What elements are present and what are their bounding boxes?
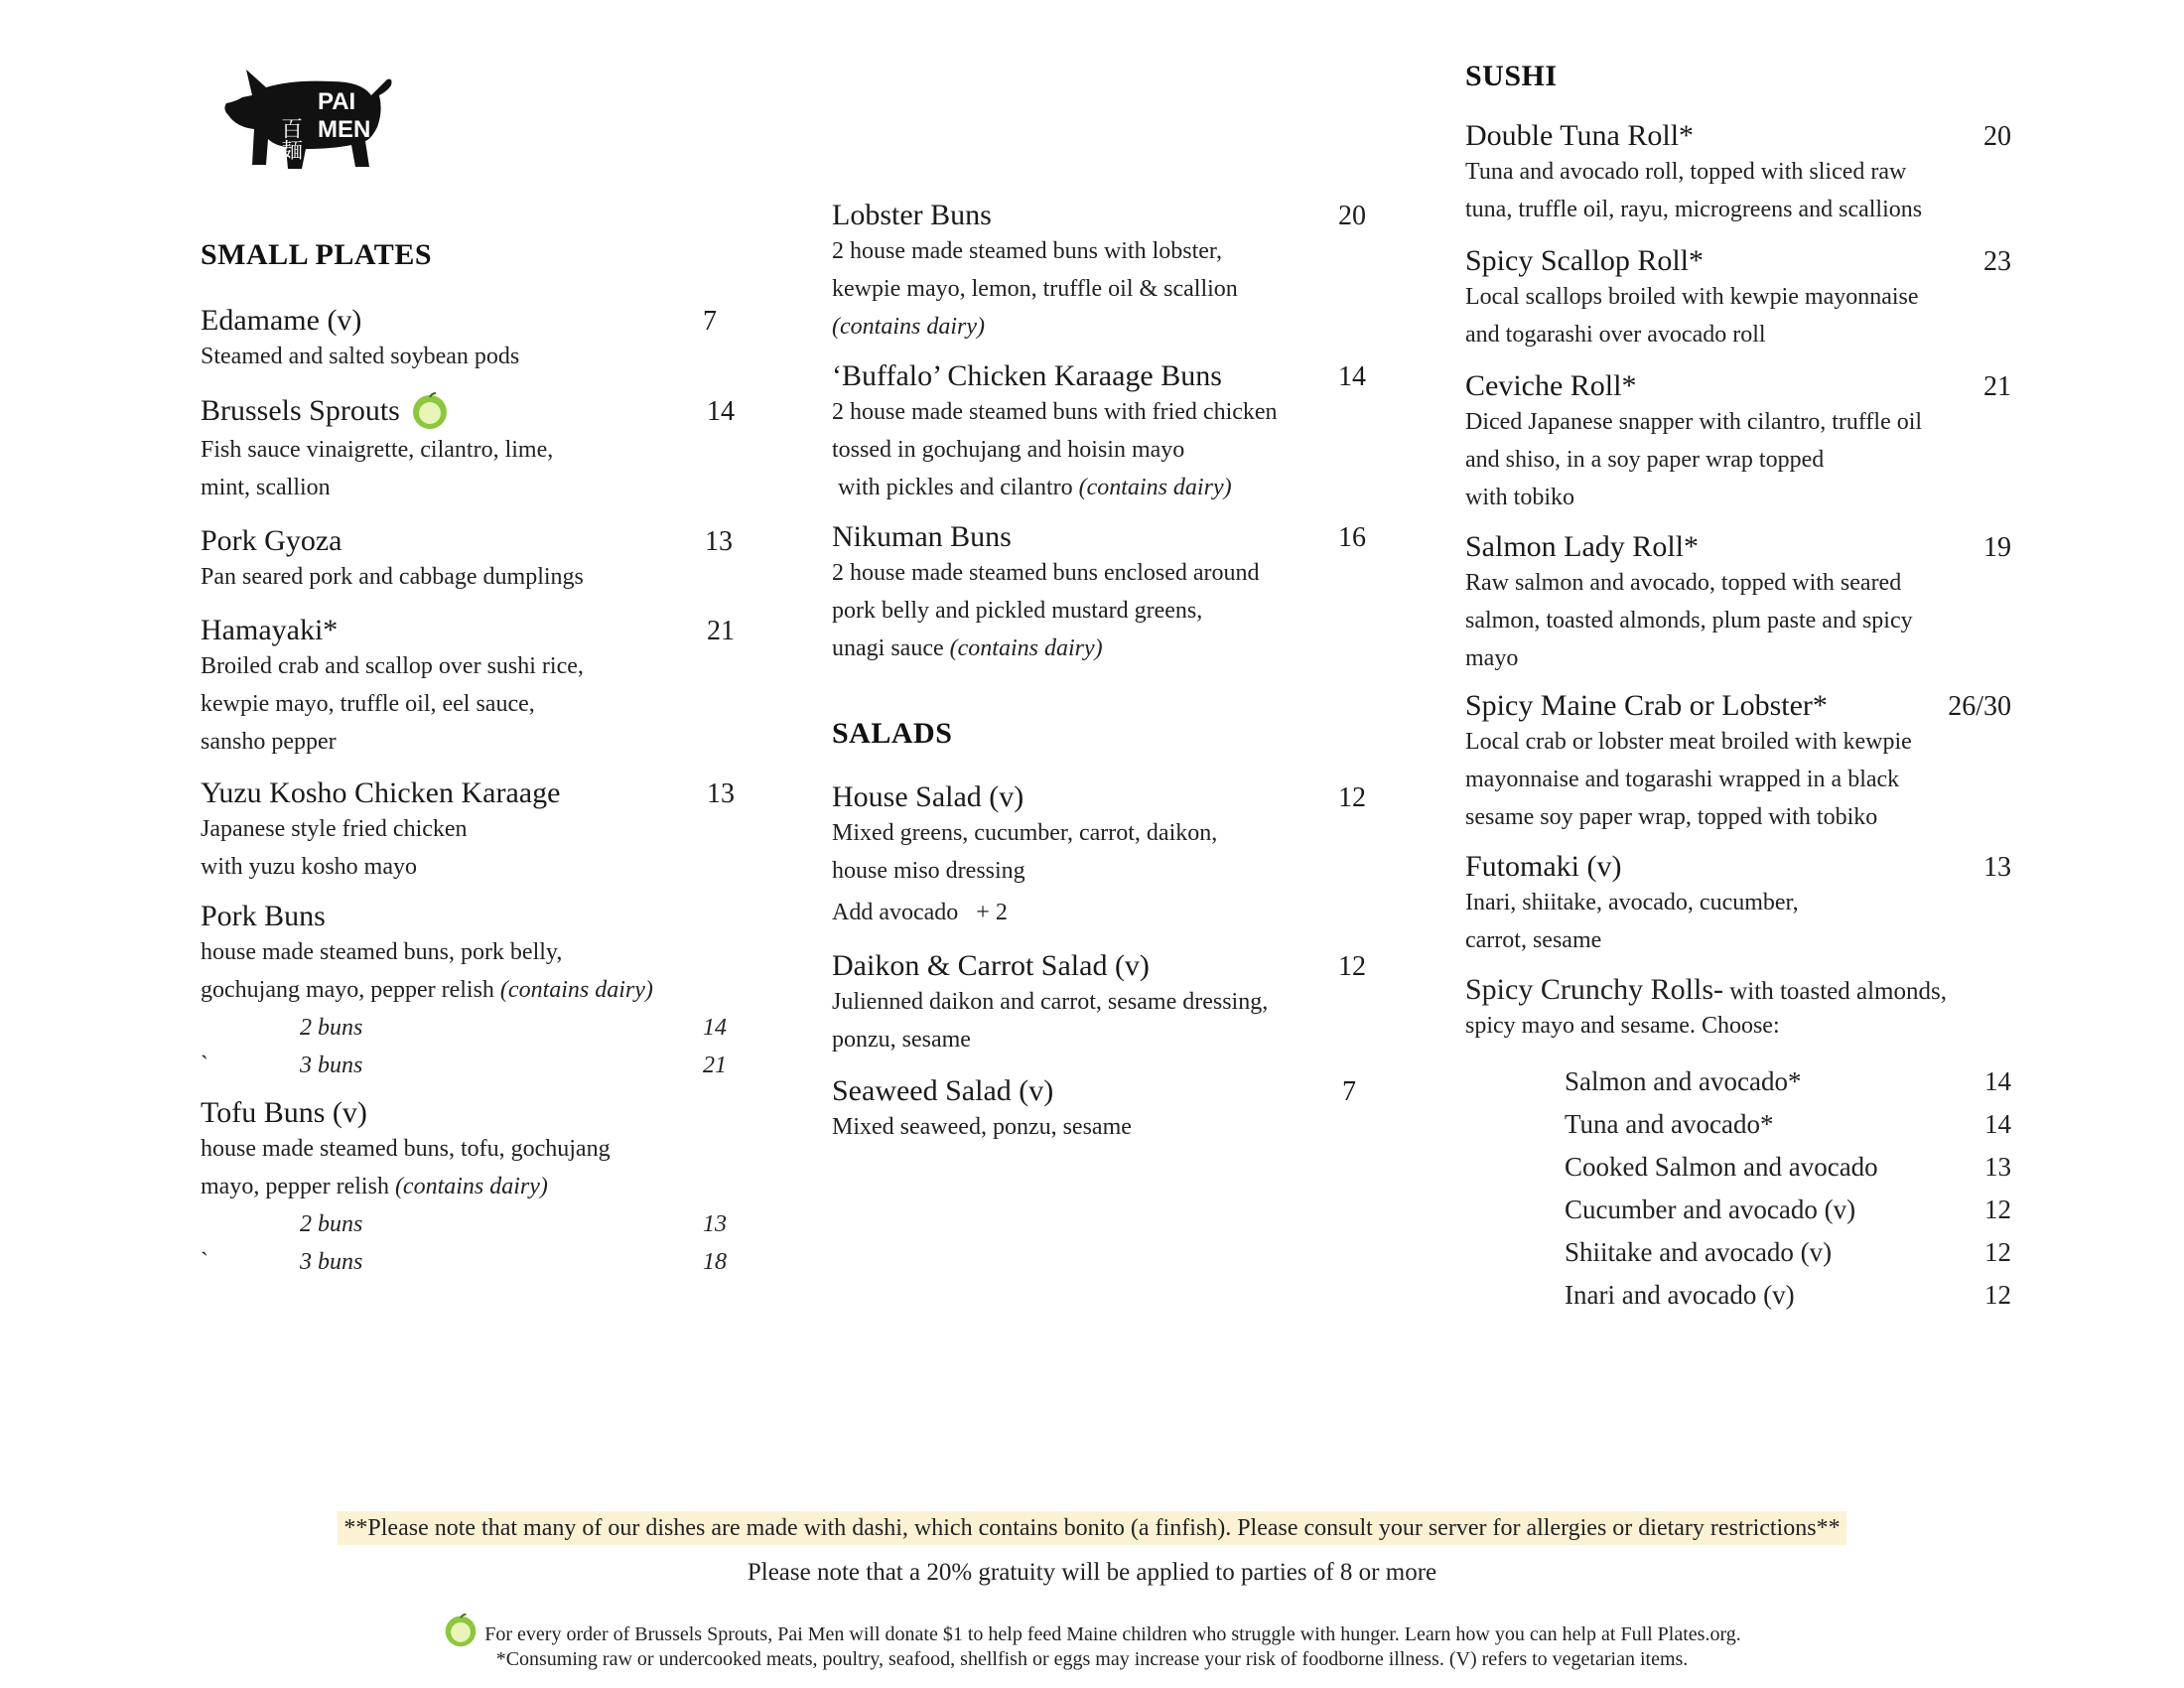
choice-label: Shiitake and avocado (v) — [1565, 1237, 1833, 1267]
item-description-line: Japanese style fried chicken — [201, 816, 468, 842]
option-row — [201, 1243, 737, 1281]
item-description-line: salmon, toasted almonds, plum paste and spicy — [1465, 608, 1913, 633]
item-description-line: Diced Japanese snapper with cilantro, truffle oil — [1465, 409, 1923, 435]
item-price: 21 — [707, 616, 735, 646]
option-price: 13 — [703, 1211, 727, 1237]
roll-choice — [1465, 1274, 2011, 1317]
menu-item-lobster-buns — [832, 199, 1368, 346]
roll-choice — [1465, 1231, 2011, 1274]
stray-tick-mark: ` — [201, 1053, 208, 1078]
contains-dairy-note: (contains dairy) — [832, 314, 985, 340]
item-price: 16 — [1338, 522, 1366, 553]
menu-item-seaweed-salad — [832, 1074, 1368, 1146]
item-description-line: with yuzu kosho mayo — [201, 854, 417, 880]
item-description: spicy mayo and sesame. Choose: — [1465, 1013, 1780, 1039]
buns-salads-column — [832, 199, 1368, 1146]
item-description-line: mayonnaise and togarashi wrapped in a black — [1465, 767, 1900, 792]
item-description-line: mayo — [1465, 645, 1519, 671]
small-plates-heading: SMALL PLATES — [201, 238, 433, 271]
item-description-line: with pickles and cilantro — [832, 475, 1079, 500]
item-description-line: tuna, truffle oil, rayu, microgreens and scallions — [1465, 197, 1923, 222]
contains-dairy-note: (contains dairy) — [949, 635, 1103, 661]
roll-choice — [1465, 1103, 2011, 1146]
item-name: Pork Gyoza — [201, 524, 342, 557]
roll-choice — [1465, 1146, 2011, 1189]
menu-item-double-tuna-roll — [1465, 119, 2011, 228]
item-name: Ceviche Roll* — [1465, 369, 1637, 402]
roll-choice — [1465, 1189, 2011, 1231]
roll-choice — [1465, 1060, 2011, 1103]
item-price: 23 — [1983, 246, 2011, 277]
menu-item-daikon-carrot-salad — [832, 949, 1368, 1058]
item-name: ‘Buffalo’ Chicken Karaage Buns — [832, 359, 1222, 392]
menu-item-salmon-lady-roll — [1465, 530, 2011, 677]
choice-price: 13 — [1984, 1152, 2011, 1182]
item-price: 13 — [705, 526, 733, 557]
roll-choices-list — [1465, 1060, 2011, 1317]
logo-cjk-text: 百麺 — [277, 117, 303, 161]
menu-item-spicy-scallop-roll — [1465, 244, 2011, 353]
item-name: Edamame (v) — [201, 304, 362, 337]
menu-item-pork-buns — [201, 900, 737, 1084]
menu-item-brussels-sprouts — [201, 391, 737, 506]
item-description-line: Local scallops broiled with kewpie mayonnaise — [1465, 284, 1919, 310]
option-price: 14 — [703, 1015, 727, 1041]
logo-pai-text: PAI — [318, 88, 356, 115]
choice-label: Salmon and avocado* — [1565, 1066, 1802, 1096]
contains-dairy-note: (contains dairy) — [1078, 475, 1232, 500]
item-description-line: pork belly and pickled mustard greens, — [832, 598, 1203, 624]
item-price: 26/30 — [1948, 691, 2011, 722]
item-description-line: ponzu, sesame — [832, 1027, 971, 1053]
menu-item-house-salad — [832, 780, 1368, 931]
raw-food-warning: *Consuming raw or undercooked meats, poultry, seafood, shellfish or eggs may increase your risk of foodborne illness. (V) refers to vegetarian items. — [495, 1648, 1689, 1670]
item-name: Nikuman Buns — [832, 520, 1012, 553]
item-description-line: kewpie mayo, truffle oil, eel sauce, — [201, 691, 535, 717]
option-price: 21 — [703, 1053, 727, 1078]
item-price: 7 — [703, 306, 717, 337]
item-price: 21 — [1983, 371, 2011, 402]
contains-dairy-note: (contains dairy) — [499, 977, 653, 1003]
salads-heading: SALADS — [832, 717, 953, 750]
item-price: 13 — [1983, 852, 2011, 883]
sushi-column — [1465, 60, 2011, 1317]
choice-price: 12 — [1984, 1280, 2011, 1310]
menu-item-pork-gyoza — [201, 524, 737, 596]
dashi-note-text: **Please note that many of our dishes are made with dashi, which contains bonito (a finfish). Please consult your server for allergies or dietary restrictions** — [338, 1511, 1845, 1545]
menu-item-yuzu-kosho-karaage — [201, 776, 737, 886]
item-description-line: with tobiko — [1465, 485, 1575, 510]
item-name: Brussels Sprouts — [201, 394, 400, 427]
item-name: Pork Buns — [201, 900, 326, 932]
menu-item-spicy-crunchy-rolls — [1465, 973, 2011, 1317]
donation-note-text: For every order of Brussels Sprouts, Pai Men will donate $1 to help feed Maine children who struggle with hunger. Learn how you can help at Full Plates.org. — [484, 1623, 1741, 1645]
option-row — [201, 1009, 737, 1047]
item-description-line: mayo, pepper relish — [201, 1174, 395, 1199]
choice-label: Tuna and avocado* — [1565, 1109, 1774, 1139]
item-price: 19 — [1983, 532, 2011, 563]
item-name-tail: with toasted almonds, — [1723, 978, 1947, 1005]
choice-label: Inari and avocado (v) — [1565, 1280, 1795, 1310]
menu-item-futomaki — [1465, 850, 2011, 959]
item-name: Spicy Crunchy Rolls- — [1465, 973, 1723, 1006]
logo-men-text: MEN — [318, 116, 371, 143]
apple-icon — [410, 391, 450, 431]
item-description: Mixed seaweed, ponzu, sesame — [832, 1114, 1132, 1140]
option-label: 3 buns — [300, 1053, 363, 1078]
choice-label: Cucumber and avocado (v) — [1565, 1195, 1856, 1224]
item-description-line: Inari, shiitake, avocado, cucumber, — [1465, 890, 1799, 915]
item-description-line: sansho pepper — [201, 729, 337, 755]
item-description-line: sesame soy paper wrap, topped with tobiko — [1465, 804, 1878, 830]
item-price: 14 — [1338, 361, 1366, 392]
item-name: Futomaki (v) — [1465, 850, 1622, 883]
item-name: Salmon Lady Roll* — [1465, 530, 1699, 563]
option-row — [201, 1205, 737, 1243]
item-name: Double Tuna Roll* — [1465, 119, 1695, 152]
item-price: 20 — [1338, 201, 1366, 231]
item-description-line: gochujang mayo, pepper relish — [201, 977, 500, 1003]
item-description-line: Mixed greens, cucumber, carrot, daikon, — [832, 820, 1218, 846]
item-description-line: Fish sauce vinaigrette, cilantro, lime, — [201, 437, 554, 463]
stray-tick-mark: ` — [201, 1249, 208, 1275]
item-description-line: house miso dressing — [832, 858, 1025, 884]
donation-note — [0, 1613, 2184, 1648]
item-name: Spicy Scallop Roll* — [1465, 244, 1704, 277]
option-price: 18 — [703, 1249, 727, 1275]
item-description-line: Broiled crab and scallop over sushi rice, — [201, 653, 584, 679]
item-name: Spicy Maine Crab or Lobster* — [1465, 689, 1828, 722]
item-name: Seaweed Salad (v) — [832, 1074, 1054, 1107]
item-price: 14 — [707, 396, 735, 427]
menu-item-hamayaki — [201, 614, 737, 761]
item-description-line: house made steamed buns, pork belly, — [201, 939, 563, 965]
item-description-line: Raw salmon and avocado, topped with seared — [1465, 570, 1902, 596]
choice-label: Cooked Salmon and avocado — [1565, 1152, 1878, 1182]
item-description-line: and togarashi over avocado roll — [1465, 322, 1766, 348]
item-description-line: kewpie mayo, lemon, truffle oil & scallion — [832, 276, 1238, 302]
dashi-allergy-note — [0, 1515, 2184, 1542]
item-price: 20 — [1983, 121, 2011, 152]
item-name: Hamayaki* — [201, 614, 339, 646]
item-description-line: unagi sauce — [832, 635, 950, 661]
item-price: 12 — [1338, 951, 1366, 982]
item-description-line: and shiso, in a soy paper wrap topped — [1465, 447, 1825, 473]
item-description-line: Tuna and avocado roll, topped with sliced raw — [1465, 159, 1907, 185]
menu-item-spicy-maine-crab-lobster — [1465, 689, 2011, 836]
item-name: Lobster Buns — [832, 199, 992, 231]
menu-item-edamame — [201, 304, 737, 375]
item-description-line: 2 house made steamed buns with fried chicken — [832, 399, 1278, 425]
item-price: 13 — [707, 778, 735, 809]
apple-icon — [443, 1613, 478, 1648]
item-description-line: Julienned daikon and carrot, sesame dressing, — [832, 989, 1269, 1015]
option-label: 2 buns — [300, 1211, 363, 1237]
item-name: House Salad (v) — [832, 780, 1024, 813]
item-description-line: 2 house made steamed buns enclosed around — [832, 560, 1260, 586]
item-description-line: 2 house made steamed buns with lobster, — [832, 238, 1222, 264]
small-plates-column — [201, 238, 737, 1281]
contains-dairy-note: (contains dairy) — [394, 1174, 548, 1199]
item-description-line: Local crab or lobster meat broiled with kewpie — [1465, 729, 1912, 755]
item-description-line: house made steamed buns, tofu, gochujang — [201, 1136, 611, 1162]
choice-price: 12 — [1984, 1237, 2011, 1267]
pai-men-pig-logo — [222, 66, 397, 173]
option-label: 2 buns — [300, 1015, 363, 1041]
option-row — [201, 1047, 737, 1084]
choice-price: 14 — [1984, 1066, 2011, 1096]
gratuity-note: Please note that a 20% gratuity will be applied to parties of 8 or more — [747, 1559, 1437, 1586]
item-name: Yuzu Kosho Chicken Karaage — [201, 776, 561, 809]
item-description: Pan seared pork and cabbage dumplings — [201, 564, 584, 590]
menu-item-tofu-buns — [201, 1096, 737, 1281]
menu-item-nikuman-buns — [832, 520, 1368, 667]
item-description-line: mint, scallion — [201, 475, 331, 500]
choice-price: 12 — [1984, 1195, 2011, 1224]
option-label: 3 buns — [300, 1249, 363, 1275]
choice-price: 14 — [1984, 1109, 2011, 1139]
menu-item-ceviche-roll — [1465, 369, 2011, 516]
item-description-line: tossed in gochujang and hoisin mayo — [832, 437, 1185, 463]
item-name: Tofu Buns (v) — [201, 1096, 367, 1129]
item-price: 12 — [1338, 782, 1366, 813]
item-description-line: carrot, sesame — [1465, 927, 1602, 953]
menu-item-buffalo-chicken-buns — [832, 359, 1368, 506]
item-description: Steamed and salted soybean pods — [201, 344, 520, 369]
add-avocado-addon: Add avocado + 2 — [832, 900, 1008, 925]
item-price: 7 — [1342, 1076, 1356, 1107]
sushi-heading: SUSHI — [1465, 60, 1558, 92]
item-name: Daikon & Carrot Salad (v) — [832, 949, 1150, 982]
